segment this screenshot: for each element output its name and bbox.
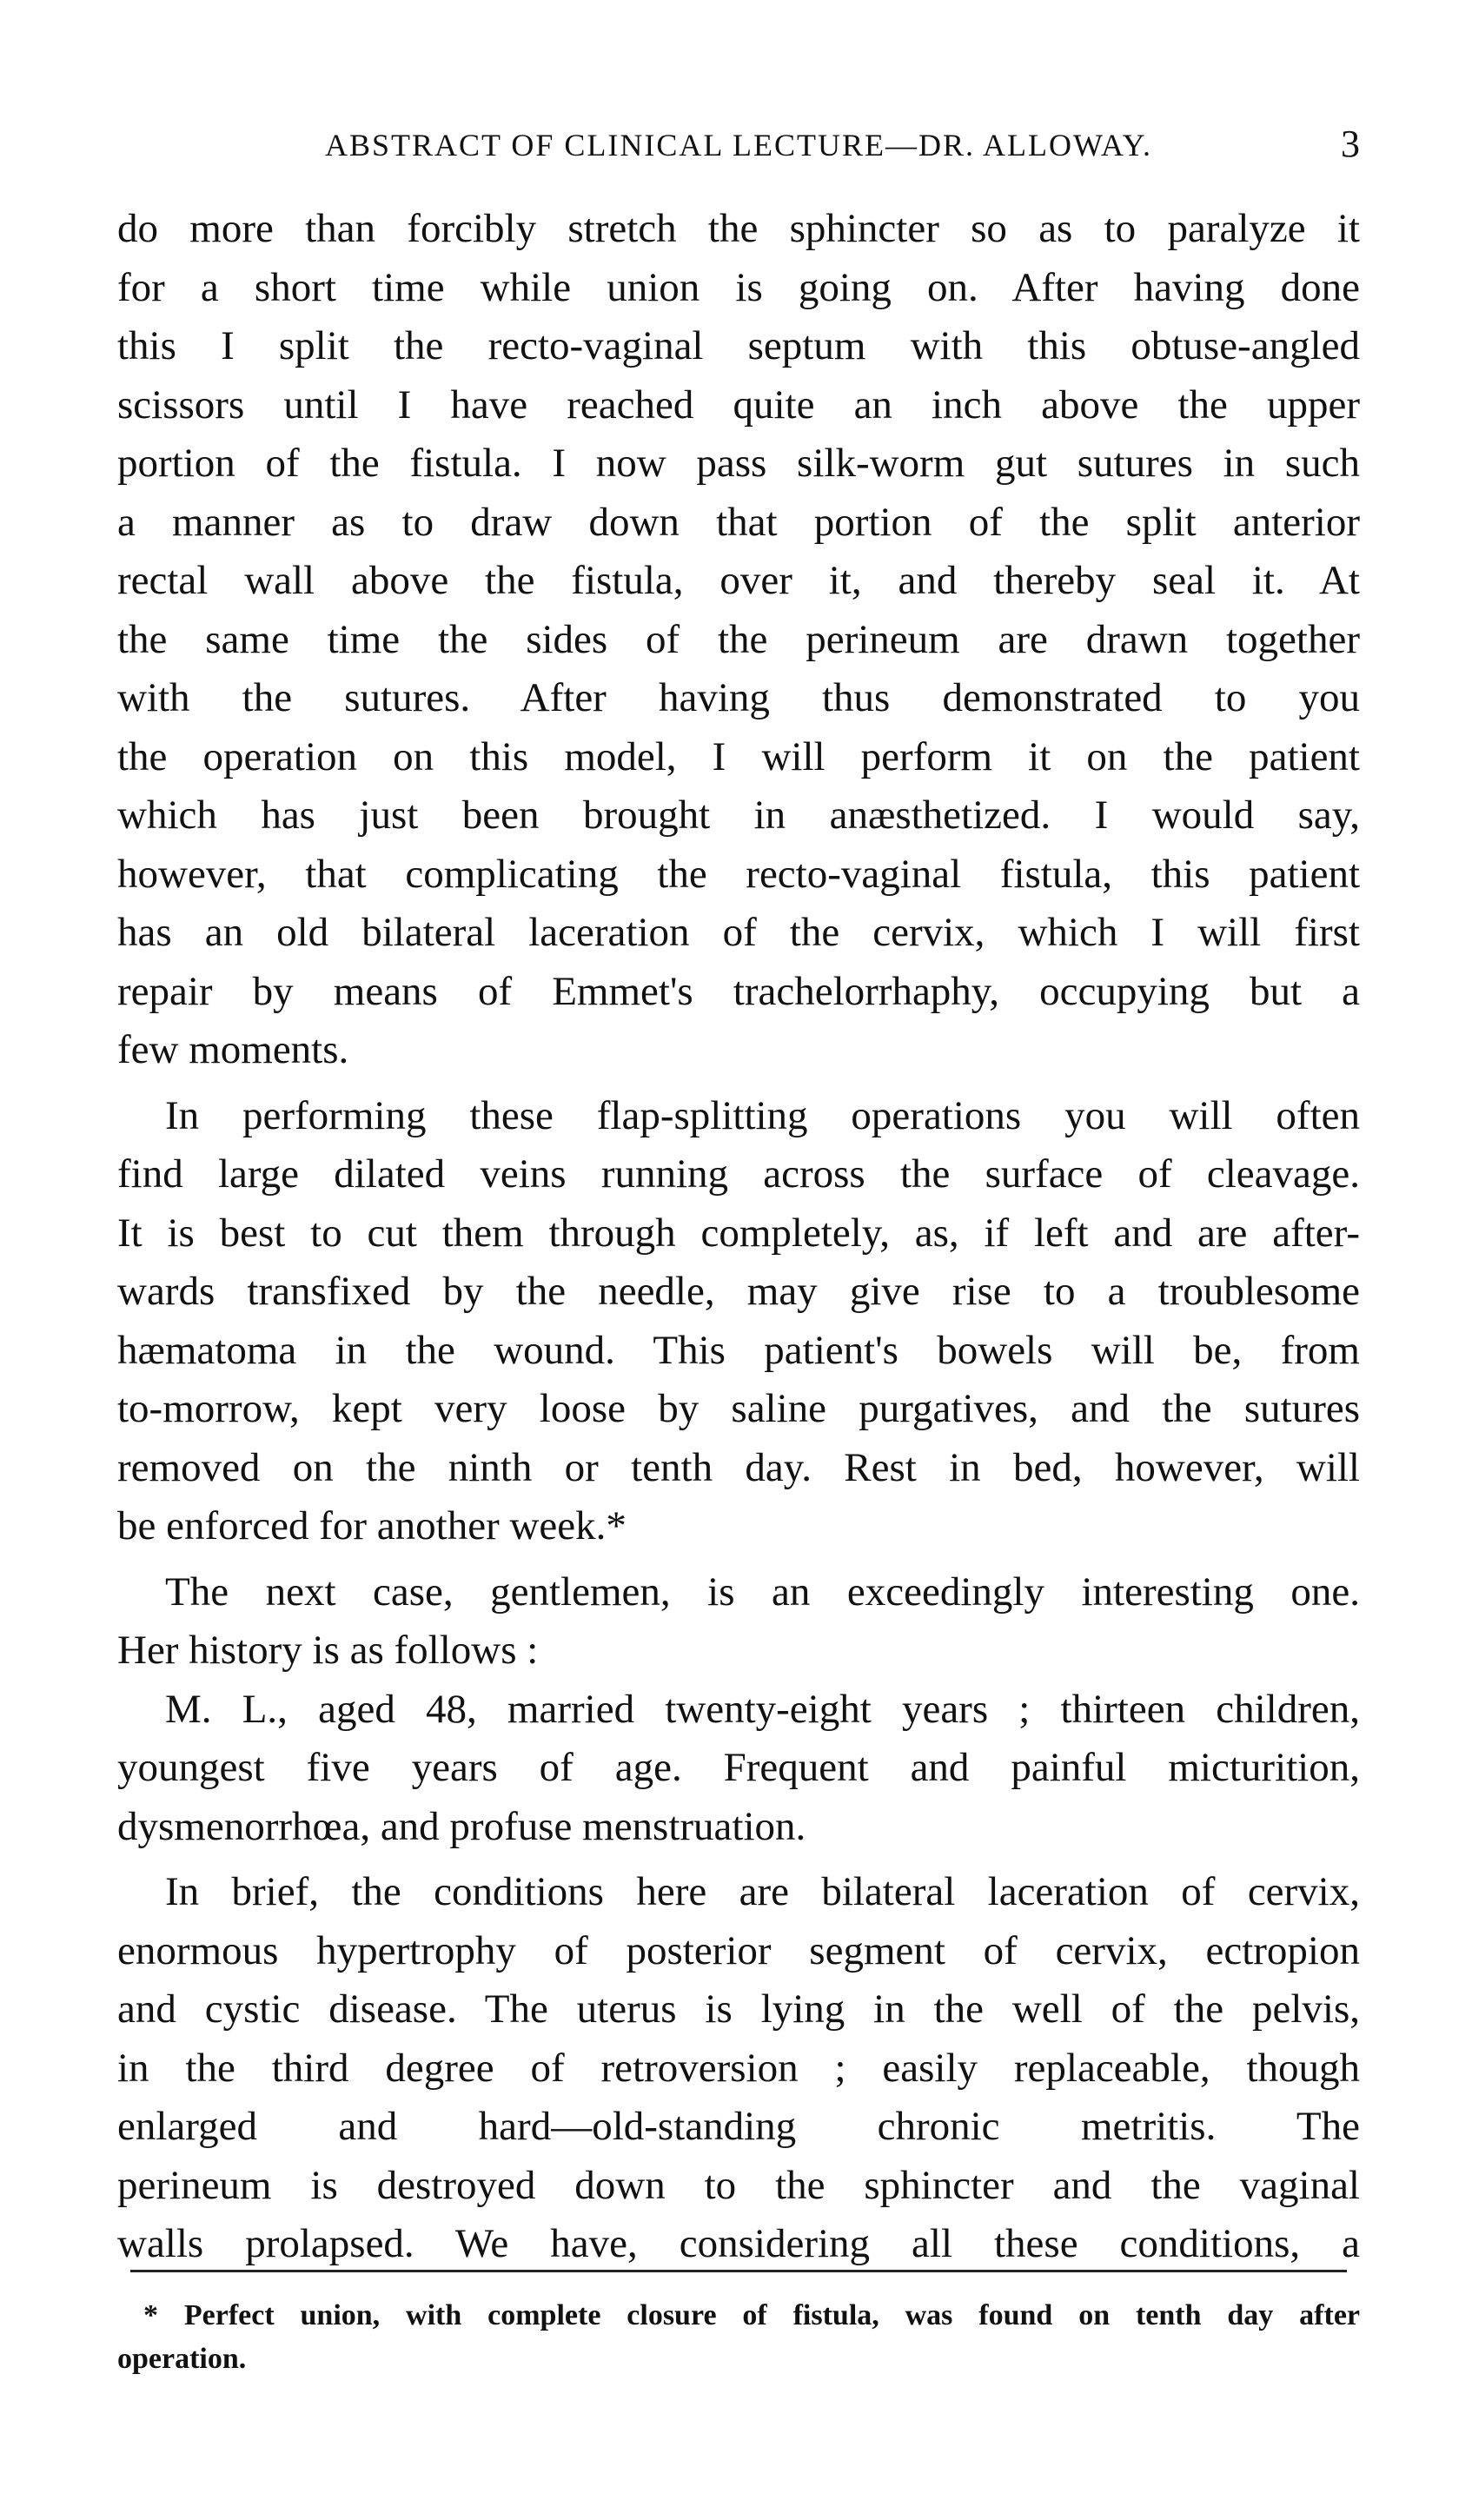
- paragraph: [117, 1681, 1360, 1857]
- text-line: It is best to cut them through completely, as, if left and are after-: [117, 1210, 1360, 1256]
- text-line: in the third degree of retroversion ; easily replaceable, though: [117, 2045, 1360, 2091]
- text-line: a manner as to draw down that portion of the split anterior: [117, 499, 1360, 545]
- text-line: do more than forcibly stretch the sphincter so as to paralyze it: [117, 206, 1360, 251]
- text-line: wards transfixed by the needle, may give rise to a troublesome: [117, 1269, 1360, 1314]
- paragraph: [117, 1863, 1360, 2274]
- text-line: Her history is as follows :: [117, 1628, 539, 1673]
- text-line: with the sutures. After having thus demonstrated to you: [117, 675, 1360, 720]
- text-line: which has just been brought in anæsthetized. I would say,: [117, 792, 1360, 838]
- text-line: however, that complicating the recto-vaginal fistula, this patient: [117, 851, 1360, 897]
- text-line: The next case, gentlemen, is an exceedingly interesting one.: [165, 1568, 1360, 1615]
- text-line: removed on the ninth or tenth day. Rest in bed, however, will: [117, 1444, 1360, 1490]
- text-line: walls prolapsed. We have, considering all these conditions, a: [117, 2221, 1360, 2266]
- body-text: [117, 200, 1360, 2274]
- text-line: find large dilated veins running across the surface of cleavage.: [117, 1151, 1360, 1197]
- text-line: rectal wall above the fistula, over it, and thereby seal it. At: [117, 558, 1360, 603]
- text-line: has an old bilateral laceration of the cervix, which I will first: [117, 910, 1360, 955]
- text-line: enormous hypertrophy of posterior segment of cervix, ectropion: [117, 1927, 1360, 1973]
- text-line: to-morrow, kept very loose by saline purgatives, and the sutures: [117, 1386, 1360, 1431]
- text-line: dysmenorrhœa, and profuse menstruation.: [117, 1803, 806, 1849]
- text-line: repair by means of Emmet's trachelorrhaphy, occupying but a: [117, 968, 1360, 1014]
- text-line: scissors until I have reached quite an inch above the upper: [117, 381, 1360, 428]
- text-line: and cystic disease. The uterus is lying in the well of the pelvis,: [117, 1986, 1360, 2032]
- text-line: portion of the fistula. I now pass silk-worm gut sutures in such: [117, 441, 1360, 486]
- text-line: M. L., aged 48, married twenty-eight years ; thirteen children,: [165, 1686, 1360, 1732]
- footnote-line: operation.: [117, 2343, 247, 2375]
- text-line: enlarged and hard—old-standing chronic metritis. The: [117, 2104, 1360, 2149]
- text-line: the operation on this model, I will perform it on the patient: [117, 733, 1360, 779]
- paragraph: [117, 1087, 1360, 1556]
- footnote-divider: [130, 2270, 1347, 2272]
- text-line: this I split the recto-vaginal septum with this obtuse-angled: [117, 323, 1360, 368]
- page-number: 3: [1341, 123, 1360, 165]
- footnote: [117, 2294, 1360, 2381]
- running-head: ABSTRACT OF CLINICAL LECTURE—DR. ALLOWAY.: [324, 128, 1153, 162]
- text-line: In performing these flap-splitting operations you will often: [165, 1092, 1360, 1138]
- text-line: the same time the sides of the perineum are drawn together: [117, 616, 1360, 662]
- text-line: be enforced for another week.*: [117, 1503, 627, 1548]
- text-line: for a short time while union is going on. After having done: [117, 264, 1360, 310]
- page-header: [117, 122, 1360, 174]
- paragraph: [117, 1563, 1360, 1681]
- footnote-line: * Perfect union, with complete closure of fistula, was found on tenth day after: [143, 2299, 1360, 2331]
- text-line: perineum is destroyed down to the sphincter and the vaginal: [117, 2162, 1360, 2208]
- text-line: few moments.: [117, 1027, 349, 1072]
- text-line: youngest five years of age. Frequent and painful micturition,: [117, 1745, 1360, 1790]
- paragraph: [117, 200, 1360, 1080]
- text-line: In brief, the conditions here are bilateral laceration of cervix,: [165, 1869, 1360, 1914]
- text-line: hæmatoma in the wound. This patient's bowels will be, from: [117, 1327, 1360, 1373]
